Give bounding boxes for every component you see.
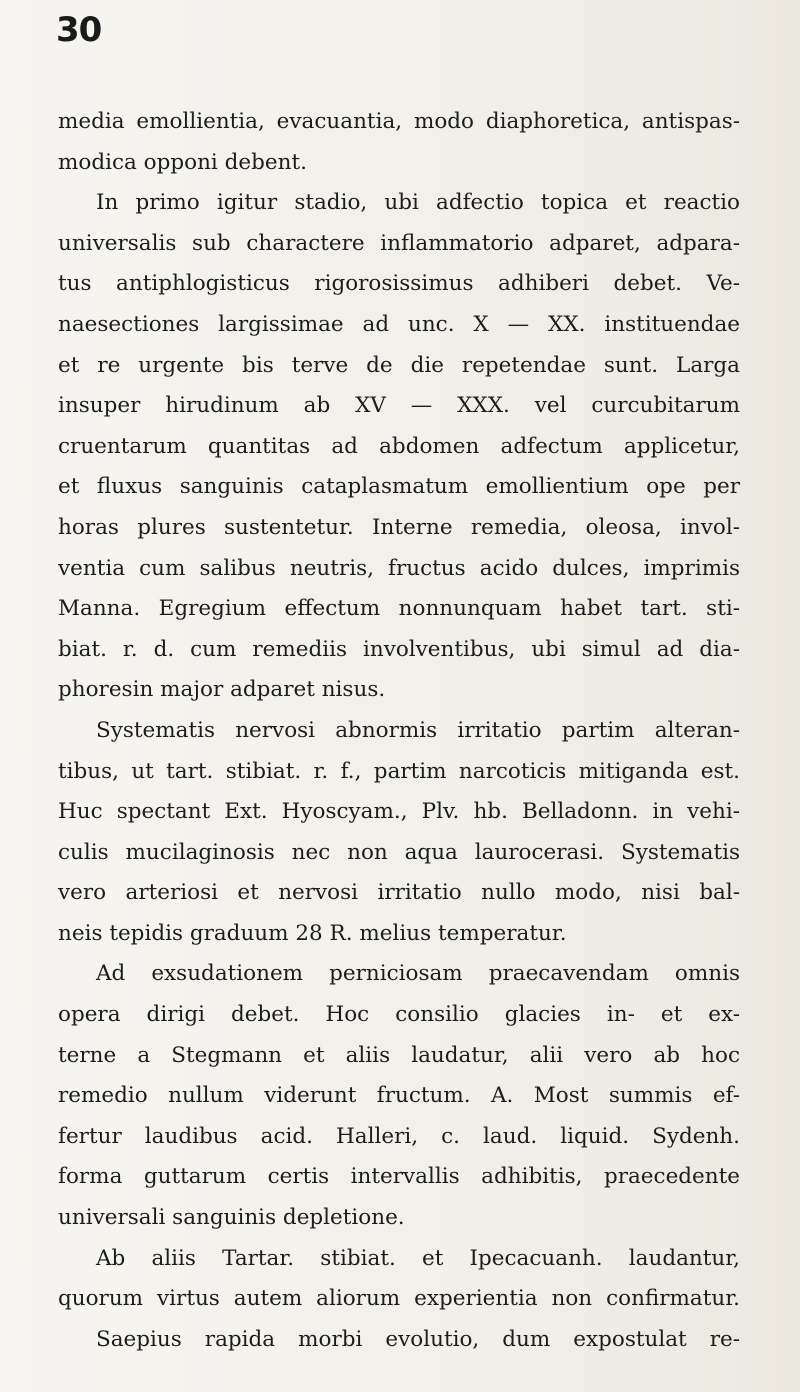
- text-line: neis tepidis graduum 28 R. melius temperatur.: [58, 920, 567, 946]
- text-line: remedio nullum viderunt fructum. A. Most summis ef-: [58, 1083, 740, 1109]
- text-line: Ad exsudationem perniciosam praecavendam omnis: [96, 961, 740, 987]
- text-line: Systematis nervosi abnormis irritatio partim alteran-: [96, 717, 740, 743]
- text-line: tibus, ut tart. stibiat. r. f., partim narcoticis mitiganda est.: [58, 758, 740, 784]
- page-number: 30: [56, 10, 102, 50]
- text-line: et fluxus sanguinis cataplasmatum emollientium ope per: [58, 474, 740, 500]
- text-line: ventia cum salibus neutris, fructus acido dulces, imprimis: [58, 555, 740, 581]
- text-line: Saepius rapida morbi evolutio, dum expostulat re-: [96, 1326, 740, 1352]
- text-line: In primo igitur stadio, ubi adfectio topica et reactio: [96, 190, 740, 216]
- text-line: culis mucilaginosis nec non aqua laurocerasi. Systematis: [58, 839, 740, 865]
- text-line: modica opponi debent.: [58, 149, 307, 175]
- text-line: Huc spectant Ext. Hyoscyam., Plv. hb. Belladonn. in vehi-: [58, 799, 740, 825]
- text-line: fertur laudibus acid. Halleri, c. laud. liquid. Sydenh.: [58, 1123, 740, 1149]
- text-line: vero arteriosi et nervosi irritatio nullo modo, nisi bal-: [58, 880, 740, 906]
- text-line: quorum virtus autem aliorum experientia non confirmatur.: [58, 1286, 740, 1312]
- text-line: media emollientia, evacuantia, modo diaphoretica, antispas-: [58, 109, 740, 134]
- text-line: opera dirigi debet. Hoc consilio glacies in- et ex-: [58, 1002, 740, 1028]
- text-line: biat. r. d. cum remediis involventibus, ubi simul ad dia-: [58, 636, 740, 662]
- text-line: Manna. Egregium effectum nonnunquam habet tart. sti-: [58, 596, 740, 622]
- text-line: universalis sub charactere inflammatorio adparet, adpara-: [58, 230, 740, 256]
- text-line: terne a Stegmann et aliis laudatur, alii vero ab hoc: [58, 1042, 740, 1068]
- text-line: universali sanguinis depletione.: [58, 1205, 405, 1231]
- text-line: naesectiones largissimae ad unc. X — XX. instituendae: [58, 311, 740, 337]
- text-line: et re urgente bis terve de die repetendae sunt. Larga: [58, 352, 740, 378]
- text-line: horas plures sustentetur. Interne remedia, oleosa, invol-: [58, 514, 740, 540]
- text-line: tus antiphlogisticus rigorosissimus adhiberi debet. Ve-: [58, 271, 740, 297]
- body-text: [58, 102, 740, 1360]
- text-line: insuper hirudinum ab XV — XXX. vel curcubitarum: [58, 393, 740, 419]
- text-line: forma guttarum certis intervallis adhibitis, praecedente: [58, 1164, 740, 1190]
- text-line: Ab aliis Tartar. stibiat. et Ipecacuanh. laudantur,: [96, 1245, 740, 1271]
- text-line: cruentarum quantitas ad abdomen adfectum applicetur,: [58, 433, 740, 459]
- text-line: phoresin major adparet nisus.: [58, 677, 386, 703]
